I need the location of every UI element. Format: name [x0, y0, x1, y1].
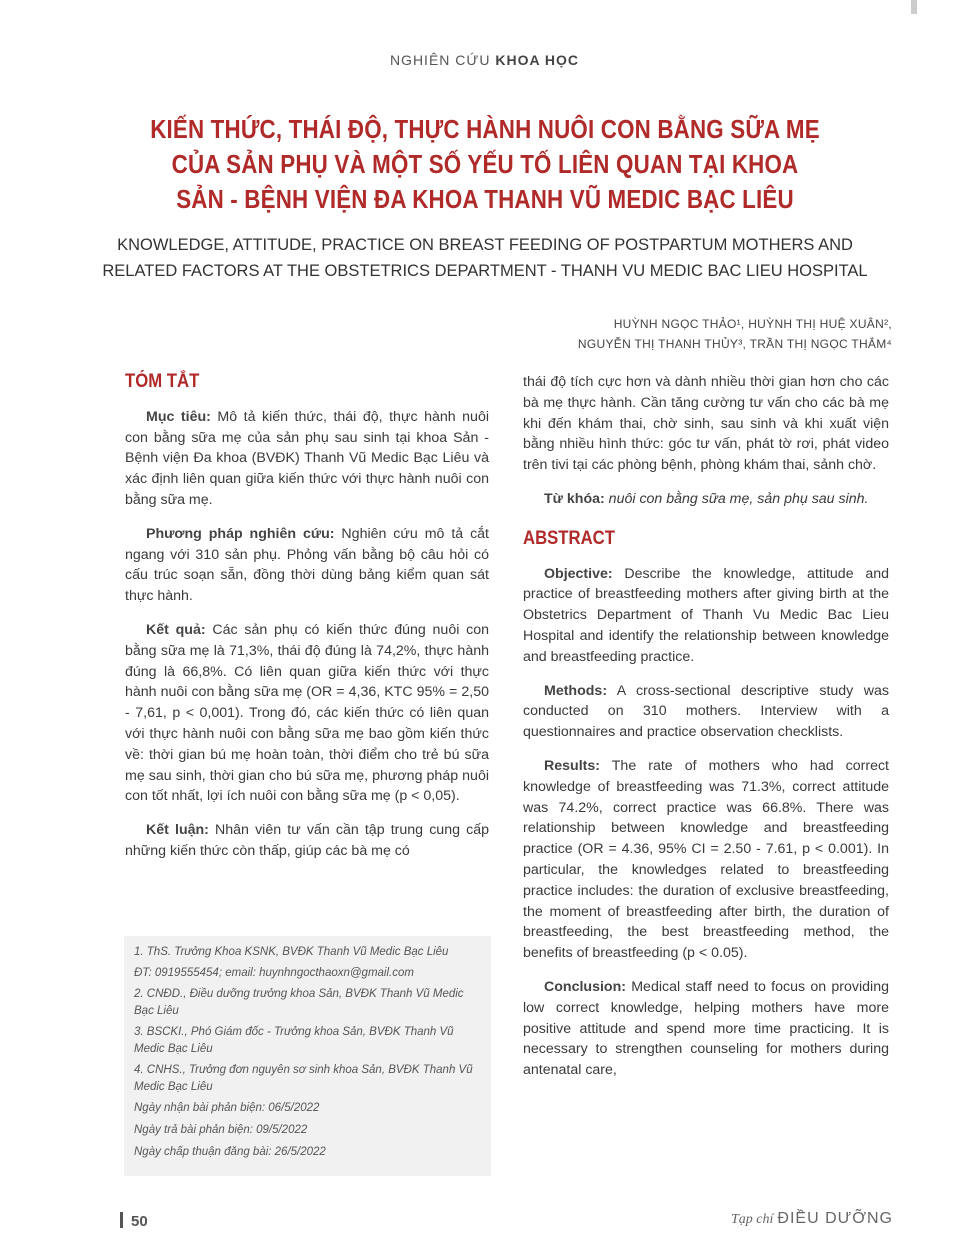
- authors-line: NGUYỄN THỊ THANH THỦY³, TRẦN THỊ NGỌC THẮM⁴: [577, 337, 892, 351]
- author-notes-box: [124, 936, 491, 1176]
- objective-en: Objective: Describe the knowledge, attitude and practice of breastfeeding mothers after giving birth at the Obstetrics Department of Thanh Vu Medic Bac Lieu Hospital and identify the relationship between knowledge and breastfeeding practice.: [523, 565, 889, 665]
- methods-en: Methods: A cross-sectional descriptive study was conducted on 310 mothers. Interview with a questionnaires and practice observation checklists.: [523, 682, 889, 741]
- objective-vn: Mục tiêu: Mô tả kiến thức, thái độ, thực hành nuôi con bằng sữa mẹ của sản phụ sau sinh tại khoa Sản - Bệnh viện Đa khoa (BVĐK) Thanh Vũ Medic Bạc Liêu và xác định liên quan giữa kiến thức với thực hành nuôi con bằng sữa mẹ.: [125, 408, 489, 508]
- authors: [578, 314, 892, 354]
- page-edge-mark: [911, 0, 917, 14]
- note-2: 2. CNĐD., Điều dưỡng trưởng khoa Sản, BVĐK Thanh Vũ Medic Bạc Liêu: [134, 988, 464, 1017]
- page-number-bar: [120, 1212, 123, 1228]
- section-header: NGHIÊN CỨU KHOA HỌC: [389, 52, 580, 68]
- date-received: Ngày nhận bài phản biện: 06/5/2022: [134, 1102, 320, 1114]
- note-4: 4. CNHS., Trưởng đơn nguyên sơ sinh khoa Sản, BVĐK Thanh Vũ Medic Bạc Liêu: [134, 1064, 473, 1093]
- conclusion-vn-continued: thái độ tích cực hơn và dành nhiều thời gian hơn cho các bà mẹ thực hành. Cần tăng cường tư vấn cho các bà mẹ khi đến khám thai, chờ sinh, sau sinh và khi xuất viện bằng nhiều hình thức: góc tư vấn, phát tờ rơi, phát video trên tivi tại các phòng bệnh, phòng khám thai, sảnh chờ.: [523, 374, 889, 474]
- title-vietnamese: KIẾN THỨC, THÁI ĐỘ, THỰC HÀNH NUÔI CON BẰNG SỮA MẸ CỦA SẢN PHỤ VÀ MỘT SỐ YẾU TỐ LIÊN QUAN TẠI KHOA SẢN - BỆNH VIỆN ĐA KHOA THANH VŨ MEDIC BẠC LIÊU: [150, 114, 820, 214]
- journal-name: Tạp chí ĐIỀU DƯỠNG: [731, 1210, 893, 1227]
- note-3: 3. BSCKI., Phó Giám đốc - Trưởng khoa Sản, BVĐK Thanh Vũ Medic Bạc Liêu: [134, 1026, 454, 1055]
- conclusion-vn: Kết luận: Nhân viên tư vấn cần tập trung cung cấp những kiến thức còn thấp, giúp các bà mẹ có: [125, 822, 489, 859]
- methods-vn: Phương pháp nghiên cứu: Nghiên cứu mô tả cắt ngang với 310 sản phụ. Phỏng vấn bằng bộ câu hỏi có cấu trúc soạn sẵn, đồng thời dùng bảng kiểm quan sát thực hành.: [125, 525, 489, 605]
- results-en: Results: The rate of mothers who had correct knowledge of breastfeeding was 71.3%, correct attitude was 74.2%, correct practice was 66.8%. There was relationship between knowledge and breastfeeding practice (OR = 4.36, 95% CI = 2.50 - 7.61, p < 0.001). In particular, the knowledges related to breastfeeding practice includes: the duration of exclusive breastfeeding, the moment of breastfeeding after birth, the duration of breastfeeding, the best breastfeeding method, the benefits of breastfeeding (p < 0.05).: [523, 757, 889, 962]
- results-vn: Kết quả: Các sản phụ có kiến thức đúng nuôi con bằng sữa mẹ là 71,3%, thái độ đúng là 74,2%, thực hành đúng là 66,8%. Có liên quan giữa kiến thức với thực hành nuôi con bằng sữa mẹ (OR = 4,36, KTC 95% = 2,50 - 7,61, p < 0,001). Trong đó, các kiến thức có liên quan với thực hành nuôi con bằng sữa mẹ bao gồm kiến thức về: thời gian bú mẹ hoàn toàn, thời điểm cho trẻ bú sữa mẹ sau sinh, thời gian cho bú sữa mẹ, phương pháp nuôi con tốt nhất, lợi ích nuôi con bằng sữa mẹ (p < 0,05).: [125, 621, 490, 805]
- authors-line: HUỲNH NGỌC THẢO¹, HUỲNH THỊ HUỆ XUÂN²,: [613, 317, 892, 331]
- note-1-contact: ĐT: 0919555454; email: huynhngocthaoxn@gmail.com: [134, 967, 414, 979]
- conclusion-en: Conclusion: Medical staff need to focus on providing low correct knowledge, helping mothers have more positive attitude and spend more time practicing. It is necessary to strengthen counseling for mothers during antenatal care,: [523, 978, 889, 1079]
- abstract-vn-heading: TÓM TẮT: [125, 371, 200, 392]
- page-number: 50: [120, 1212, 148, 1230]
- review-dates: [134, 1100, 479, 1161]
- keywords-vn: Từ khóa: nuôi con bằng sữa mẹ, sản phụ sau sinh.: [544, 490, 869, 507]
- date-returned: Ngày trả bài phản biện: 09/5/2022: [134, 1124, 308, 1136]
- date-accepted: Ngày chấp thuận đăng bài: 26/5/2022: [134, 1146, 326, 1158]
- abstract-en-heading: ABSTRACT: [523, 527, 615, 549]
- note-1: 1. ThS. Trưởng Khoa KSNK, BVĐK Thanh Vũ Medic Bạc Liêu: [134, 946, 449, 958]
- right-column: [523, 372, 889, 1094]
- title-english: KNOWLEDGE, ATTITUDE, PRACTICE ON BREAST FEEDING OF POSTPARTUM MOTHERS AND RELATED FACTORS AT THE OBSTETRICS DEPARTMENT - THANH VU MEDIC BAC LIEU HOSPITAL: [102, 236, 868, 280]
- left-column: [125, 372, 489, 875]
